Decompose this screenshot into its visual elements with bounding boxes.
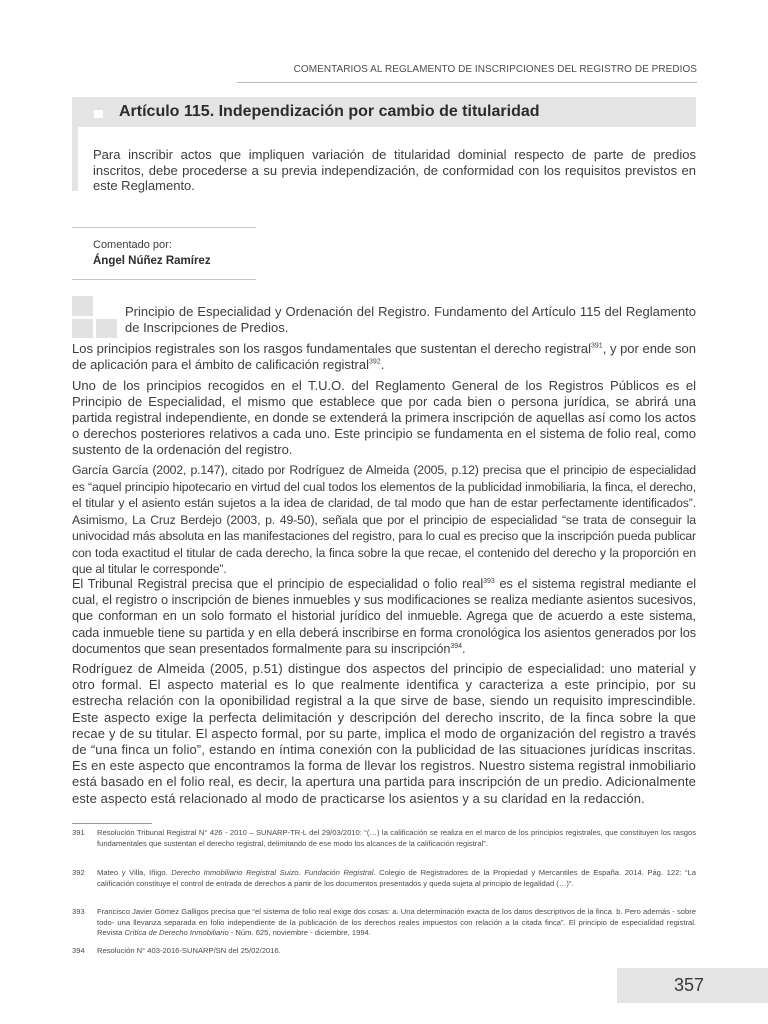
paragraph-text: Los principios registrales son los rasgos fundamentales que sustentan el derecho registral xyxy=(72,341,592,356)
footnote-text xyxy=(97,868,696,889)
paragraph-text: es el sistema registral mediante el cual, el registro o inscripción de bienes inmuebles y sus modificaciones se realiza mediante asientos sucesivos, que conforman en un solo formato el historial jurídico del inmueble. Agrega que de acuerdo a este sistema, cada inmueble tiene su partida y en ella deberá inscribirse en forma cronológica los asientos generados por los documentos que sean presentados formalmente para su inscripción xyxy=(72,577,697,656)
article-title-bar xyxy=(72,97,696,127)
footnote xyxy=(72,868,696,889)
footnote-italic-title: Crítica de Derecho Inmobiliario xyxy=(124,928,229,937)
commented-by-label: Comentado por: xyxy=(93,239,172,251)
section-heading: Principio de Especialidad y Ordenación del Registro. Fundamento del Artículo 115 del Reglamento de Inscripciones de Predios. xyxy=(125,304,696,335)
footnote-text-part: . Colegio de Registradores de la Propiedad y Mercantiles de España. 2014. Pág. 122: “La calificación constituye el control de entrada de derechos a partir de los documentos presentados y queda sujeta al principio de legalidad (…)”. xyxy=(97,868,696,888)
body-paragraph: Uno de los principios recogidos en el T.U.O. del Reglamento General de los Registros Públicos es el Principio de Especialidad, el mismo que establece que por cada bien o persona jurídica, se abrirá una partida registral independiente, en donde se extenderá la primera inscripción de aquellas así como los actos o derechos posteriores relativos a cada uno. Este principio se fundamenta en el sistema de folio real, como sustento de la ordenación del registro. xyxy=(72,378,696,457)
body-paragraph xyxy=(72,576,696,657)
footnote-ref: 394 xyxy=(450,642,462,650)
footnote-number: 393 xyxy=(72,907,85,916)
footnote-number: 391 xyxy=(72,828,85,837)
footnote-text-part: Mateo y Villa, Iñigo. xyxy=(97,868,172,877)
footnote-number: 392 xyxy=(72,868,85,877)
footnote-text-part: - Núm. 625, noviembre - diciembre, 1994. xyxy=(228,928,371,937)
paragraph-text: El Tribunal Registral precisa que el principio de especialidad o folio real xyxy=(72,577,484,591)
footnote-italic-title: Derecho Inmobiliario Registral Suizo. Fundación Registral xyxy=(171,868,374,877)
paragraph-text: , y por ende son de aplicación para el ámbito de calificación registral xyxy=(72,341,696,372)
body-paragraph xyxy=(72,341,696,373)
footnote-ref: 392 xyxy=(369,358,381,366)
decorative-square-icon xyxy=(96,319,117,338)
paragraph-text: . xyxy=(461,641,466,656)
article-title: Artículo 115. Independización por cambio de titularidad xyxy=(119,103,540,120)
running-header: COMENTARIOS AL REGLAMENTO DE INSCRIPCIONES DEL REGISTRO DE PREDIOS xyxy=(293,64,697,75)
footnote-number: 394 xyxy=(72,946,85,955)
footnote xyxy=(72,946,696,957)
article-text: Para inscribir actos que impliquen variación de titularidad dominial respecto de parte de predios inscritos, debe procederse a su previa independización, de conformidad con los requisitos previstos en este Reglamento. xyxy=(93,147,696,193)
comment-rule-top xyxy=(72,227,256,228)
article-side-bar xyxy=(72,127,78,191)
decorative-square-icon xyxy=(72,296,93,316)
footnote-text xyxy=(97,907,696,939)
body-paragraph: Rodríguez de Almeida (2005, p.51) distingue dos aspectos del principio de especialidad: uno material y otro formal. El aspecto material es lo que realmente identifica y caracteriza a este principio, por su estrecha relación con la oponibilidad registral a la que sirve de base, siendo un requisito imprescindible. Este aspecto exige la perfecta delimitación y descripción del derecho inscrito, de la finca sobre la que recae y de su titular. El aspecto formal, por su parte, implica el modo de organización del registro a través de “una finca un folio”, estando en íntima conexión con la publicidad de las situaciones jurídicas inscritas. Es en este aspecto que encontramos la forma de llevar los registros. Nuestro sistema registral inmobiliario está basado en el folio real, es decir, la apertura una partida para inscripción de un predio. Adicionalmente este aspecto está relacionado al modo de practicarse los asientos y a su claridad en la redacción. xyxy=(72,661,696,806)
decorative-square-icon xyxy=(72,319,93,338)
page-number: 357 xyxy=(674,975,705,995)
body-paragraph: García García (2002, p.147), citado por Rodríguez de Almeida (2005, p.12) precisa que el principio de especialidad es “aquel principio hipotecario en virtud del cual todos los elementos de la publicidad inmobiliaria, la finca, el derecho, el titular y el asiento están sujetos a la idea de claridad, de tal modo que han de estar perfectamente identificados”. Asimismo, La Cruz Berdejo (2003, p. 49-50), señala que por el principio de especialidad “se trata de conseguir la univocidad más absoluta en las manifestaciones del registro, para lo cual es preciso que la inscripción pueda publicar con toda exactitud el titular de cada derecho, la finca sobre la que recae, el contenido del derecho y la proporción en que al titular le corresponde”. xyxy=(72,463,696,576)
footnote-text-part: Francisco Javier Gómez Galligos precisa que “el sistema de folio real exige dos cosas: a. Una determinación exacta de los datos descriptivos de la finca. b. Pero además - sobre todo- una llevanza separada en folio independiente de la publicación de los derechos reales impuestos con relación a la citada finca”. El principio de especialidad registral. Revista xyxy=(97,907,696,937)
footnote xyxy=(72,828,696,849)
footnote-ref: 393 xyxy=(483,577,495,585)
bullet-square-icon xyxy=(94,110,103,118)
page-number-box xyxy=(617,968,768,1003)
footnote-text: Resolución N° 403-2016-SUNARP/SN del 25/02/2016. xyxy=(97,946,281,955)
comment-rule-bottom xyxy=(72,279,256,280)
comment-author: Ángel Núñez Ramírez xyxy=(93,255,211,267)
footnote-ref: 391 xyxy=(591,342,603,350)
header-rule xyxy=(237,82,697,83)
footnote-rule xyxy=(72,823,152,824)
footnote xyxy=(72,907,696,939)
footnote-text: Resolución Tribunal Registral N° 426 - 2010 – SUNARP-TR-L del 29/03/2010: “(…) la calificación se realiza en el marco de los principios registrales, que constituyen los rasgos fundamentales que sustentan el derecho registral, delimitando de ese modo los alcances de la calificación registral”. xyxy=(97,828,696,848)
paragraph-text: . xyxy=(380,357,385,372)
